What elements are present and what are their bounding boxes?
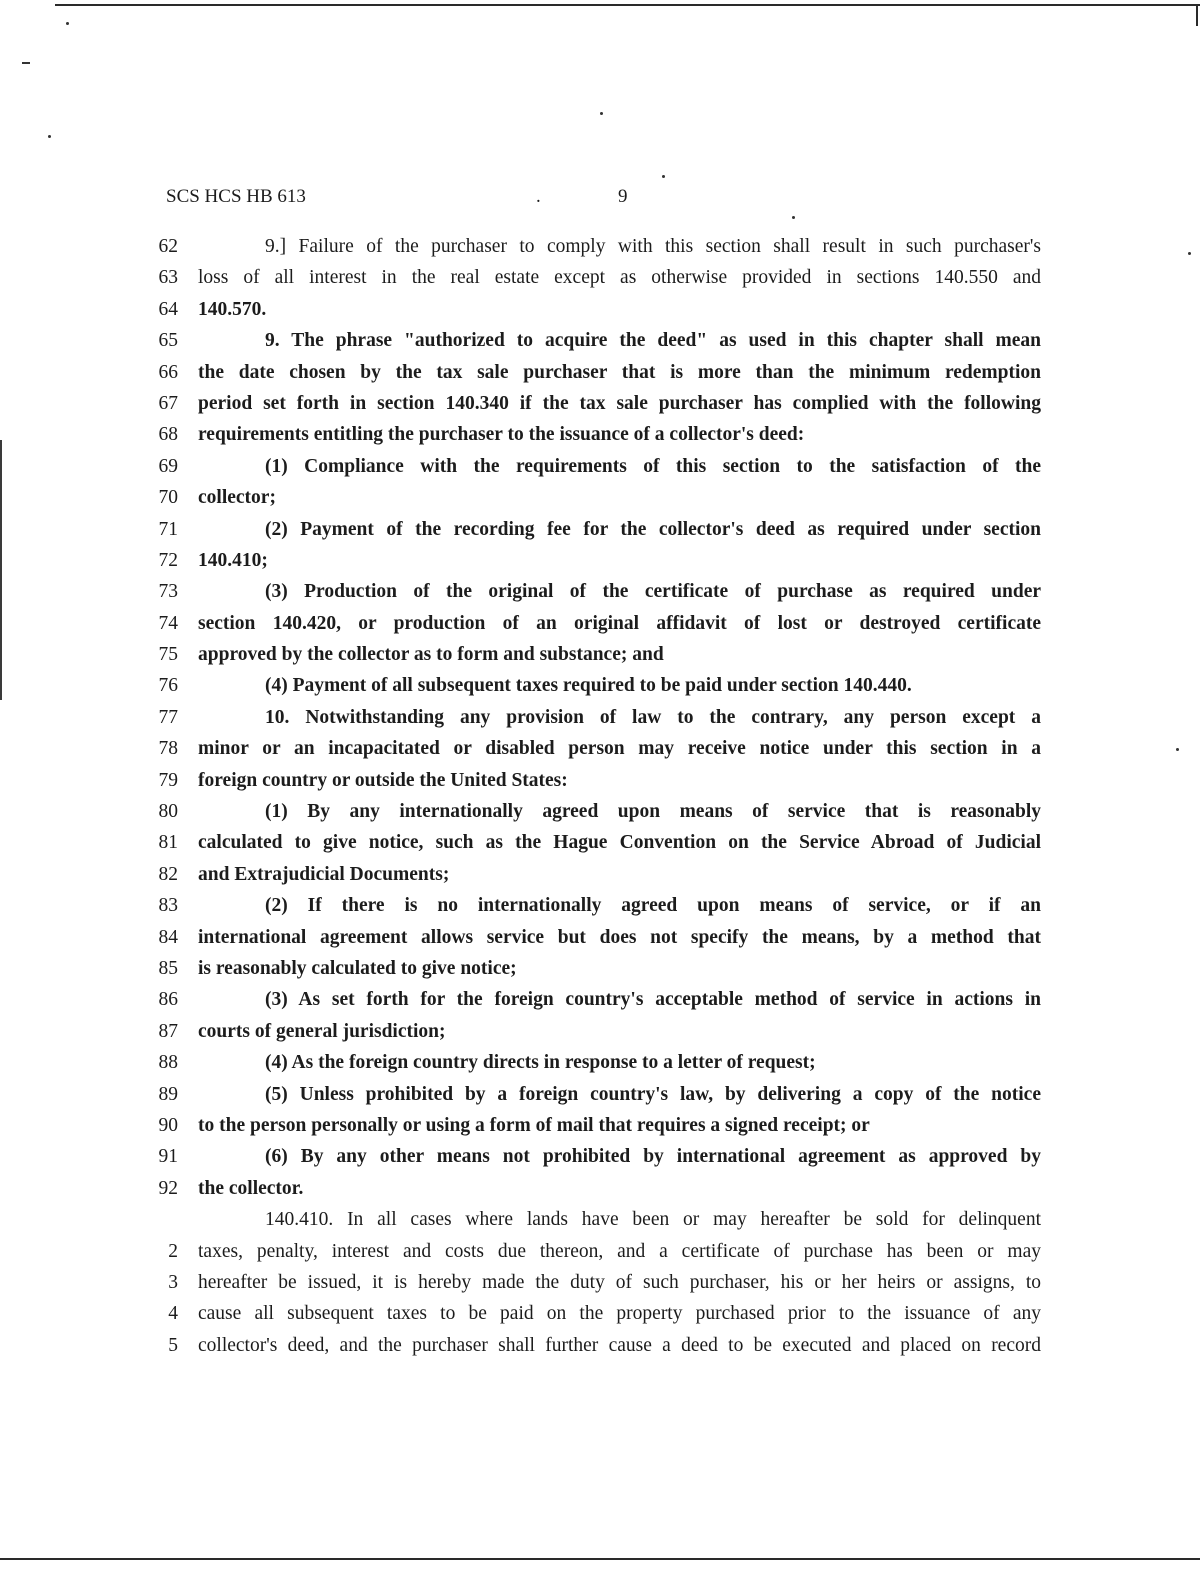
line-text: collector; <box>198 487 276 509</box>
line-number: 70 <box>158 487 178 509</box>
line-number: 5 <box>168 1334 178 1356</box>
text-line <box>150 1236 1045 1267</box>
text-line <box>150 1173 1045 1204</box>
line-text: (5) Unless prohibited by a foreign country's law, by delivering a copy of the notice <box>265 1083 1041 1105</box>
text-line <box>150 796 1045 827</box>
line-text: the collector. <box>198 1177 304 1199</box>
text-line <box>150 953 1045 984</box>
line-text: to the person personally or using a form of mail that requires a signed receipt; or <box>198 1114 870 1136</box>
line-number: 87 <box>158 1020 178 1042</box>
line-text: (3) As set forth for the foreign country's acceptable method of service in actions in <box>265 989 1041 1011</box>
scan-speck <box>600 112 603 115</box>
text-line <box>150 1141 1045 1172</box>
text-line <box>150 231 1045 262</box>
text-line <box>150 262 1045 293</box>
text-line <box>150 827 1045 858</box>
line-text: (6) By any other means not prohibited by international agreement as approved by <box>265 1146 1041 1168</box>
line-text: collector's deed, and the purchaser shall further cause a deed to be executed and placed on record <box>198 1334 1041 1356</box>
line-number: 92 <box>158 1177 178 1199</box>
line-text: 140.570. <box>198 298 267 320</box>
text-line <box>150 325 1045 356</box>
scan-edge-top <box>55 4 1200 6</box>
line-text: approved by the collector as to form and substance; and <box>198 644 664 666</box>
line-number: 89 <box>158 1083 178 1105</box>
text-line <box>150 294 1045 325</box>
text-line <box>150 576 1045 607</box>
line-text: (3) Production of the original of the certificate of purchase as required under <box>265 581 1041 603</box>
line-text: 140.410; <box>198 549 268 571</box>
line-text: (2) If there is no internationally agreed upon means of service, or if an <box>265 895 1041 917</box>
text-line <box>150 608 1045 639</box>
line-number: 62 <box>158 236 178 257</box>
text-line <box>150 545 1045 576</box>
line-text: 9.] Failure of the purchaser to comply with this section shall result in such purchaser's <box>265 236 1041 257</box>
line-number: 67 <box>158 392 178 414</box>
line-text: (1) By any internationally agreed upon means of service that is reasonably <box>265 801 1041 823</box>
line-number: 68 <box>158 424 178 446</box>
line-text: minor or an incapacitated or disabled person may receive notice under this section in a <box>198 738 1041 760</box>
text-line <box>150 1016 1045 1047</box>
text-line <box>150 984 1045 1015</box>
line-text: (4) Payment of all subsequent taxes required to be paid under section 140.440. <box>265 675 912 697</box>
line-number: 85 <box>158 957 178 979</box>
line-number: 88 <box>158 1052 178 1074</box>
page-header <box>166 186 646 212</box>
line-number: 84 <box>158 926 178 948</box>
line-text: (2) Payment of the recording fee for the collector's deed as required under section <box>265 518 1041 540</box>
line-text: international agreement allows service but does not specify the means, by a method that <box>198 926 1041 948</box>
line-number: 63 <box>158 267 178 289</box>
text-line <box>150 639 1045 670</box>
scan-speck <box>22 62 30 64</box>
line-text: foreign country or outside the United States: <box>198 769 568 791</box>
line-text: the date chosen by the tax sale purchaser that is more than the minimum redemption <box>198 361 1041 383</box>
line-number: 90 <box>158 1114 178 1136</box>
line-number: 77 <box>158 706 178 728</box>
text-line <box>150 1047 1045 1078</box>
line-text: requirements entitling the purchaser to the issuance of a collector's deed: <box>198 424 805 446</box>
line-number: 2 <box>168 1240 178 1262</box>
text-line <box>150 1298 1045 1329</box>
scan-speck <box>1176 748 1179 751</box>
scan-speck <box>48 135 51 138</box>
page-number: 9 <box>618 186 628 207</box>
text-line <box>150 890 1045 921</box>
line-number: 79 <box>158 769 178 791</box>
line-number: 81 <box>158 832 178 854</box>
line-text: 10. Notwithstanding any provision of law to the contrary, any person except a <box>265 706 1041 728</box>
line-text: 9. The phrase "authorized to acquire the deed" as used in this chapter shall mean <box>265 330 1041 352</box>
line-number: 66 <box>158 361 178 383</box>
scan-speck <box>1188 252 1191 255</box>
text-line <box>150 419 1045 450</box>
header-mark: . <box>536 186 541 207</box>
line-number: 4 <box>168 1303 178 1325</box>
line-text: period set forth in section 140.340 if the tax sale purchaser has complied with the following <box>198 392 1041 414</box>
text-line <box>150 451 1045 482</box>
line-number: 72 <box>158 549 178 571</box>
text-line <box>150 1330 1045 1361</box>
line-number: 71 <box>158 518 178 540</box>
scan-speck <box>662 175 665 178</box>
line-number: 76 <box>158 675 178 697</box>
line-number: 65 <box>158 330 178 352</box>
line-number: 73 <box>158 581 178 603</box>
text-line <box>150 388 1045 419</box>
bill-text <box>150 231 1045 1361</box>
line-text: (4) As the foreign country directs in response to a letter of request; <box>265 1052 816 1074</box>
line-text: is reasonably calculated to give notice; <box>198 957 517 979</box>
line-number: 69 <box>158 455 178 477</box>
line-text: hereafter be issued, it is hereby made the duty of such purchaser, his or her heirs or assigns, to <box>198 1271 1041 1293</box>
scan-edge-corner <box>1196 4 1198 26</box>
text-line <box>150 733 1045 764</box>
text-line <box>150 859 1045 890</box>
scan-speck <box>792 216 795 219</box>
scan-edge-left <box>0 440 2 700</box>
line-text: loss of all interest in the real estate except as otherwise provided in sections 140.550 and <box>198 267 1041 289</box>
line-text: taxes, penalty, interest and costs due thereon, and a certificate of purchase has been or may <box>198 1240 1041 1262</box>
text-line <box>150 1204 1045 1235</box>
line-text: courts of general jurisdiction; <box>198 1020 446 1042</box>
line-number: 83 <box>158 895 178 917</box>
bill-id: SCS HCS HB 613 <box>166 186 306 207</box>
line-number: 74 <box>158 612 178 634</box>
line-number: 82 <box>158 863 178 885</box>
text-line <box>150 670 1045 701</box>
line-number: 86 <box>158 989 178 1011</box>
text-line <box>150 702 1045 733</box>
line-text: section 140.420, or production of an original affidavit of lost or destroyed certificate <box>198 612 1041 634</box>
line-text: (1) Compliance with the requirements of this section to the satisfaction of the <box>265 455 1041 477</box>
line-text: 140.410. In all cases where lands have been or may hereafter be sold for delinquent <box>265 1209 1041 1231</box>
text-line <box>150 1267 1045 1298</box>
scan-speck <box>66 22 69 25</box>
text-line <box>150 1079 1045 1110</box>
line-text: and Extrajudicial Documents; <box>198 863 450 885</box>
line-number: 80 <box>158 801 178 823</box>
line-text: cause all subsequent taxes to be paid on the property purchased prior to the issuance of any <box>198 1303 1041 1325</box>
text-line <box>150 765 1045 796</box>
line-number: 78 <box>158 738 178 760</box>
text-line <box>150 357 1045 388</box>
line-number: 91 <box>158 1146 178 1168</box>
line-number: 64 <box>158 298 178 320</box>
text-line <box>150 514 1045 545</box>
text-line <box>150 1110 1045 1141</box>
text-line <box>150 482 1045 513</box>
line-text: calculated to give notice, such as the Hague Convention on the Service Abroad of Judicial <box>198 832 1041 854</box>
scan-edge-bottom <box>0 1558 1200 1560</box>
line-number: 3 <box>168 1271 178 1293</box>
line-number: 75 <box>158 644 178 666</box>
text-line <box>150 922 1045 953</box>
